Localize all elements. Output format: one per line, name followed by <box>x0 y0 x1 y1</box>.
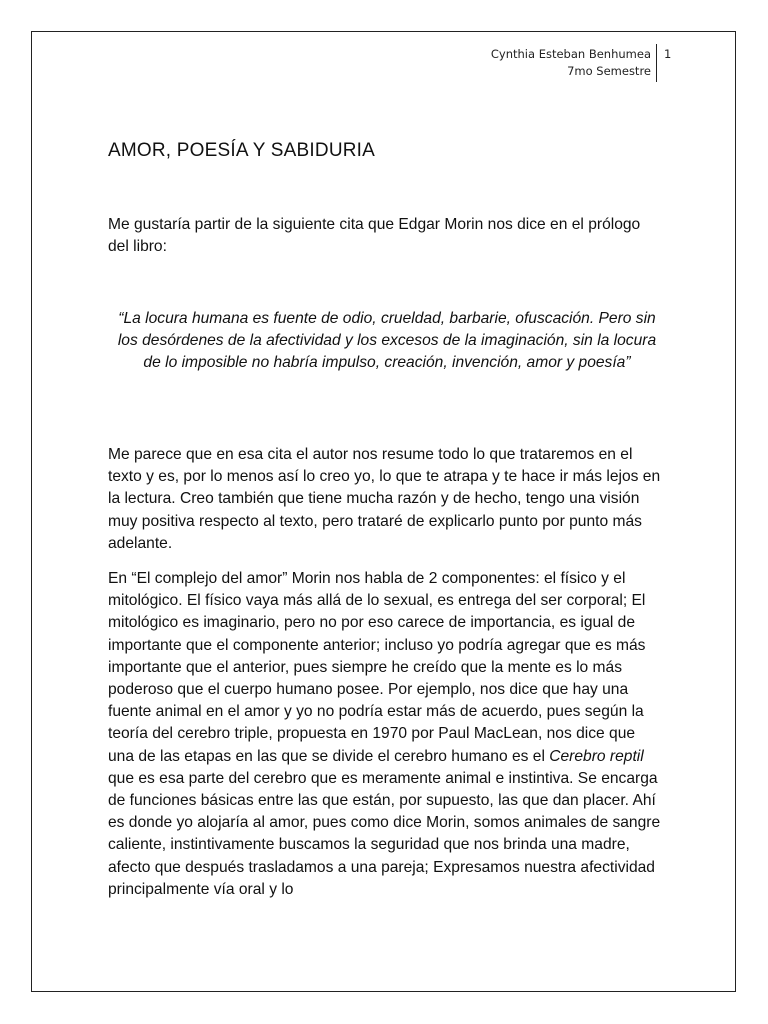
document-page <box>31 31 736 992</box>
paragraph-2-text-start: En “El complejo del amor” Morin nos habla de 2 componentes: el físico y el mitológico. El físico vaya más allá de lo sexual, es entrega del ser corporal; El mitológico es imaginario, pero no por eso carece de importancia, es igual de importante que el componente anterior; incluso yo podría agregar que es más importante que el anterior, pues siempre he creído que la mente es lo más poderoso que el cuerpo humano posee. Por ejemplo, nos dice que hay una fuente animal en el amor y yo no podría estar más de acuerdo, pues según la teoría del cerebro triple, propuesta en 1970 por Paul MacLean, nos dice que una de las etapas en las que se divide el cerebro humano es el <box>108 570 646 765</box>
body-paragraph-2 <box>108 568 664 901</box>
quote-paragraph: “La locura humana es fuente de odio, crueldad, barbarie, ofuscación. Pero sin los desórdenes de la afectividad y los excesos de la imaginación, sin la locura de lo imposible no habría impulso, creación, invención, amor y poesía” <box>117 310 657 372</box>
intro-paragraph: Me gustaría partir de la siguiente cita que Edgar Morin nos dice en el prólogo del libro: <box>108 216 641 256</box>
document-title: AMOR, POESÍA Y SABIDURIA <box>108 140 376 161</box>
page-number: 1 <box>664 47 672 61</box>
header-author: Cynthia Esteban Benhumea <box>490 47 651 61</box>
body-paragraph-1: Me parece que en esa cita el autor nos resume todo lo que trataremos en el texto y es, por lo menos así lo creo yo, lo que te atrapa y te hace ir más lejos en la lectura. Creo también que tiene mucha razón y de hecho, tengo una visión muy positiva respecto al texto, pero trataré de explicarlo punto por punto más adelante. <box>108 446 661 552</box>
header-divider <box>656 44 657 82</box>
paragraph-2-emphasis: Cerebro reptil <box>549 747 644 765</box>
paragraph-2-text-end: que es esa parte del cerebro que es meramente animal e instintiva. Se encarga de funciones básicas entre las que están, por supuesto, las que dan placer. Ahí es donde yo alojaría al amor, pues como dice Morin, somos animales de sangre caliente, instintivamente buscamos la seguridad que nos brinda una madre, afecto que después trasladamos a una pareja; Expresamos nuestra afectividad principalmente vía oral y lo <box>108 769 661 898</box>
page-header <box>491 46 651 80</box>
header-semester: 7mo Semestre <box>567 64 651 78</box>
